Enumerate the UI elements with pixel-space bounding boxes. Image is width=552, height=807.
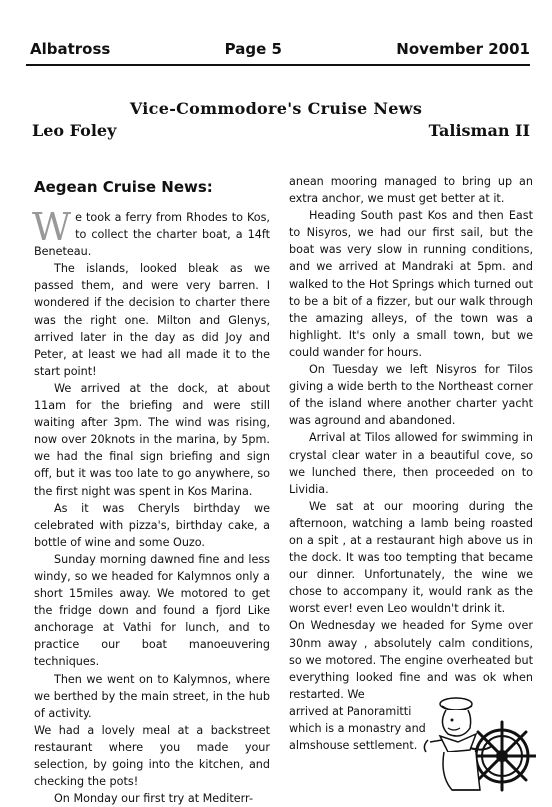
paragraph: We arrived at the dock, at about 11am for the briefing and were still waiting after 3pm. The wind was rising, now over 20knots in the marina, by 5pm. we had the final sign briefing and sign off, but it was too late to go anywhere, so the first night was spent in Kos Marina. — [34, 381, 270, 498]
sailor-ship-wheel-illustration — [418, 690, 536, 800]
section-banner: Vice-Commodore's Cruise News — [129, 99, 423, 118]
header-rule — [26, 64, 530, 66]
paragraph: On Tuesday we left Nisyros for Tilos giving a wide berth to the Northeast corner of the island where another charter yacht was aground and abandoned. — [289, 363, 533, 428]
paragraph: The islands, looked bleak as we passed them, and were very barren. I wondered if the decision to charter there was the right one. Milton and Glenys, arrived later in the day as did Joy and Peter, at least we had all made it to the start point! — [34, 262, 270, 378]
article-column-left — [34, 177, 270, 807]
article-title: Aegean Cruise News: — [34, 178, 213, 196]
paragraph: Arrival at Tilos allowed for swimming in crystal clear water in a beautiful cove, so we lunched there, then proceeded on to Lividia. — [289, 431, 533, 496]
article-column-right — [289, 173, 533, 754]
paragraph: Sunday morning dawned fine and less windy, so we headed for Kalymnos only a short 15miles away. We motored to get the fridge down and found a fjord Like anchorage at Vathi for lunch, and to practice our boat manoeuvering techniques. — [34, 552, 270, 669]
paragraph: arrived at Panoramitti which is a monastry and almshouse settlement. — [289, 704, 426, 753]
author-name: Leo Foley — [32, 121, 117, 140]
paragraph: On Wednesday we headed for Syme over 30nm away , absolutely calm conditions, so we motored. The engine overheated but everything looked fine and was ok when restarted. We — [289, 619, 533, 701]
ship-wheel-icon — [418, 690, 536, 800]
page-header — [30, 40, 530, 58]
paragraph: We sat at our mooring during the afternoon, watching a lamb being roasted on a spit , at a restaurant high above us in the dock. It was too tempting that became our dinner. Unfortunately, the wine we chose to accompany it, would rank as the worst ever! even Leo wouldn't drink it. — [289, 499, 533, 616]
paragraph: anean mooring managed to bring up an extra anchor, we must get better at it. — [289, 175, 533, 206]
drop-cap: W — [32, 205, 72, 249]
issue-date: November 2001 — [396, 40, 530, 58]
byline — [32, 121, 530, 140]
page-number: Page 5 — [224, 40, 282, 58]
paragraph: As it was Cheryls birthday we celebrated with pizza's, birthday cake, a bottle of wine and some Ouzo. — [34, 501, 270, 549]
paragraph: We took a ferry from Rhodes to Kos, to collect the charter boat, a 14ft Beneteau. — [32, 205, 270, 259]
paragraph: Heading South past Kos and then East to Nisyros, we had our first sail, but the boat was very slow in running conditions, and we arrived at Mandraki at 5pm. and walked to the Hot Springs which turned out to be a bit of a fizzer, but our walk through the amazing alleys, of the town was a highlight. It's only a small town, but we could wander for hours. — [289, 209, 533, 359]
paragraph: We had a lovely meal at a backstreet restaurant where you made your selection, by going into the kitchen, and checking the pots! — [34, 723, 270, 789]
publication-name: Albatross — [30, 40, 111, 58]
paragraph: Then we went on to Kalymnos, where we berthed by the main street, in the hub of activity. — [34, 672, 270, 720]
paragraph: On Monday our first try at Mediterr- — [54, 792, 253, 806]
boat-name: Talisman II — [428, 121, 530, 140]
